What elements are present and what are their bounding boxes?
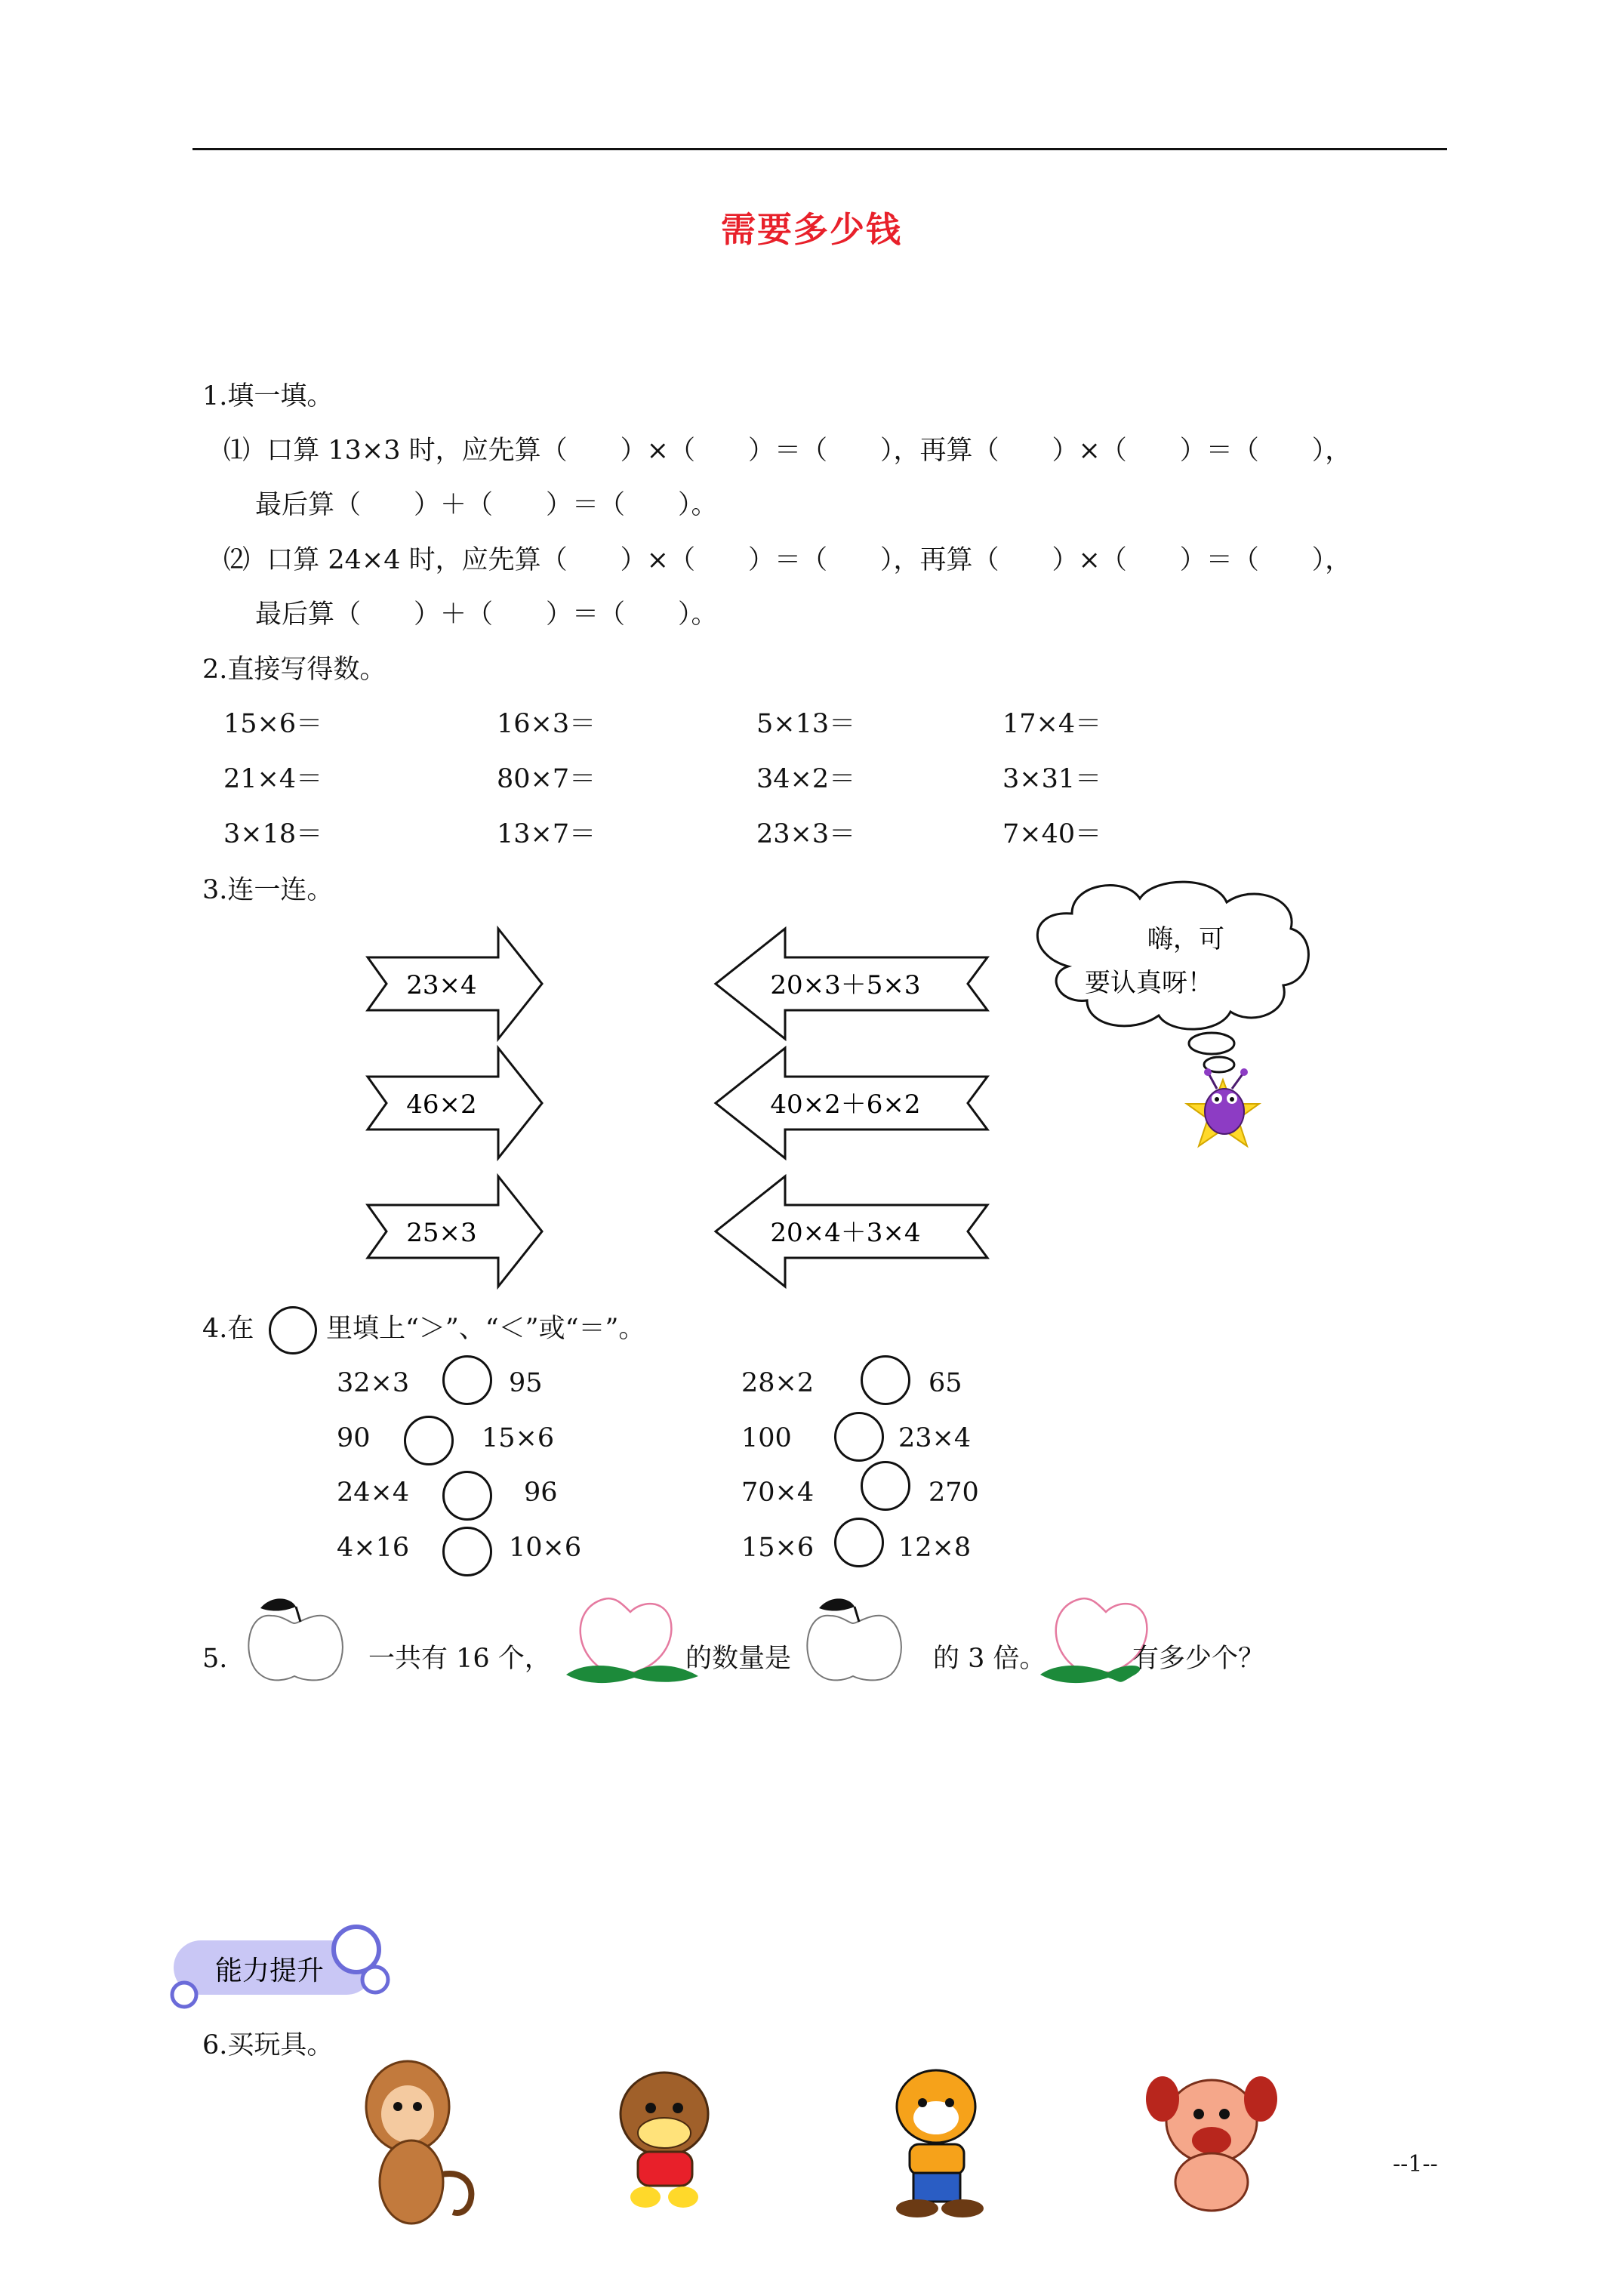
q4-heading-suffix: 里填上“＞”、“＜”或“＝”。 bbox=[326, 1314, 645, 1344]
arrow-label: 20×3＋5×3 bbox=[770, 970, 921, 1000]
q5-text-3: 的 3 倍。 bbox=[933, 1644, 1046, 1674]
page-number: --1-- bbox=[1393, 2151, 1438, 2177]
right-arrow bbox=[368, 1176, 542, 1287]
arrow-label: 40×2＋6×2 bbox=[770, 1089, 921, 1120]
q2-cell: 34×2＝ bbox=[756, 764, 856, 794]
ant-mascot-icon bbox=[1187, 1068, 1259, 1146]
thought-bubble bbox=[1037, 882, 1308, 1072]
q4-right-expr: 12×8 bbox=[898, 1533, 972, 1563]
q2-cell: 21×4＝ bbox=[223, 764, 323, 794]
q4-heading-prefix: 4.在 bbox=[202, 1314, 254, 1344]
arrow-label: 46×2 bbox=[406, 1089, 477, 1120]
q4-right-expr: 23×4 bbox=[898, 1423, 972, 1453]
q2-cell: 80×7＝ bbox=[497, 764, 596, 794]
compare-circle[interactable] bbox=[861, 1461, 910, 1511]
monkey-icon bbox=[366, 2061, 471, 2224]
q4-right-expr: 95 bbox=[509, 1368, 543, 1398]
peach-icon bbox=[566, 1598, 698, 1683]
compare-circle[interactable] bbox=[834, 1518, 884, 1567]
left-arrow bbox=[716, 929, 987, 1039]
bubble-line-1: 嗨，可 bbox=[1147, 924, 1224, 954]
q1-line-3: ⑵ 口算 24×4 时，应先算（ ）×（ ）＝（ ），再算（ ）×（ ）＝（ ）， bbox=[223, 545, 1352, 575]
section-badge bbox=[172, 1927, 388, 2007]
q2-cell: 23×3＝ bbox=[756, 819, 856, 849]
q1-line-2: 最后算（ ）＋（ ）＝（ ）。 bbox=[255, 490, 718, 520]
page-title: 需要多少钱 bbox=[721, 209, 902, 250]
q2-cell: 3×31＝ bbox=[1002, 764, 1102, 794]
dog-icon bbox=[1146, 2076, 1277, 2211]
q5-text-4: 有多少个？ bbox=[1132, 1644, 1265, 1674]
arrow-label: 20×4＋3×4 bbox=[770, 1218, 921, 1248]
left-arrow bbox=[716, 1176, 987, 1287]
q4-left-expr: 15×6 bbox=[741, 1533, 815, 1563]
compare-circle[interactable] bbox=[861, 1355, 910, 1405]
q2-cell: 17×4＝ bbox=[1002, 709, 1102, 739]
left-arrow bbox=[716, 1048, 987, 1158]
q4-left-expr: 4×16 bbox=[337, 1533, 410, 1563]
apple-icon bbox=[248, 1598, 343, 1680]
q4-left-expr: 70×4 bbox=[741, 1478, 815, 1508]
q4-left-expr: 100 bbox=[741, 1423, 792, 1453]
compare-circle[interactable] bbox=[404, 1416, 454, 1465]
q2-cell: 15×6＝ bbox=[223, 709, 323, 739]
q4-right-expr: 15×6 bbox=[482, 1423, 555, 1453]
arrow-label: 25×3 bbox=[406, 1218, 477, 1248]
right-arrow bbox=[368, 1048, 542, 1158]
q2-heading: 2.直接写得数。 bbox=[202, 655, 387, 685]
right-arrow bbox=[368, 929, 542, 1039]
q4-right-expr: 96 bbox=[524, 1478, 558, 1508]
q1-line-4: 最后算（ ）＋（ ）＝（ ）。 bbox=[255, 599, 718, 630]
q4-right-expr: 65 bbox=[929, 1368, 962, 1398]
q4-right-expr: 10×6 bbox=[509, 1533, 582, 1563]
q1-heading: 1.填一填。 bbox=[202, 381, 334, 411]
q2-cell: 7×40＝ bbox=[1002, 819, 1102, 849]
q2-cell: 13×7＝ bbox=[497, 819, 596, 849]
q6-heading: 6.买玩具。 bbox=[202, 2030, 334, 2060]
q5-text-1: 一共有 16 个， bbox=[368, 1644, 551, 1674]
q4-left-expr: 32×3 bbox=[337, 1368, 410, 1398]
peach-icon bbox=[1040, 1598, 1147, 1683]
tiger-icon bbox=[896, 2070, 984, 2217]
q2-cell: 3×18＝ bbox=[223, 819, 323, 849]
cow-icon bbox=[621, 2073, 708, 2208]
q4-left-expr: 24×4 bbox=[337, 1478, 410, 1508]
apple-icon bbox=[807, 1598, 901, 1680]
compare-circle-sample bbox=[269, 1306, 317, 1354]
compare-circle[interactable] bbox=[442, 1355, 492, 1405]
compare-circle[interactable] bbox=[442, 1527, 492, 1576]
q1-line-1: ⑴ 口算 13×3 时，应先算（ ）×（ ）＝（ ），再算（ ）×（ ）＝（ ）， bbox=[223, 436, 1352, 466]
q2-cell: 16×3＝ bbox=[497, 709, 596, 739]
q5-number: 5. bbox=[202, 1644, 228, 1674]
q5-text-2: 的数量是 bbox=[685, 1644, 792, 1674]
bubble-line-2: 要认真呀！ bbox=[1085, 968, 1213, 998]
compare-circle[interactable] bbox=[442, 1471, 492, 1521]
arrow-label: 23×4 bbox=[406, 970, 477, 1000]
q4-right-expr: 270 bbox=[929, 1478, 979, 1508]
q2-cell: 5×13＝ bbox=[756, 709, 856, 739]
q3-heading: 3.连一连。 bbox=[202, 875, 334, 905]
compare-circle[interactable] bbox=[834, 1412, 884, 1462]
q4-left-expr: 28×2 bbox=[741, 1368, 815, 1398]
section-badge-label: 能力提升 bbox=[215, 1955, 325, 1986]
q4-left-expr: 90 bbox=[337, 1423, 371, 1453]
